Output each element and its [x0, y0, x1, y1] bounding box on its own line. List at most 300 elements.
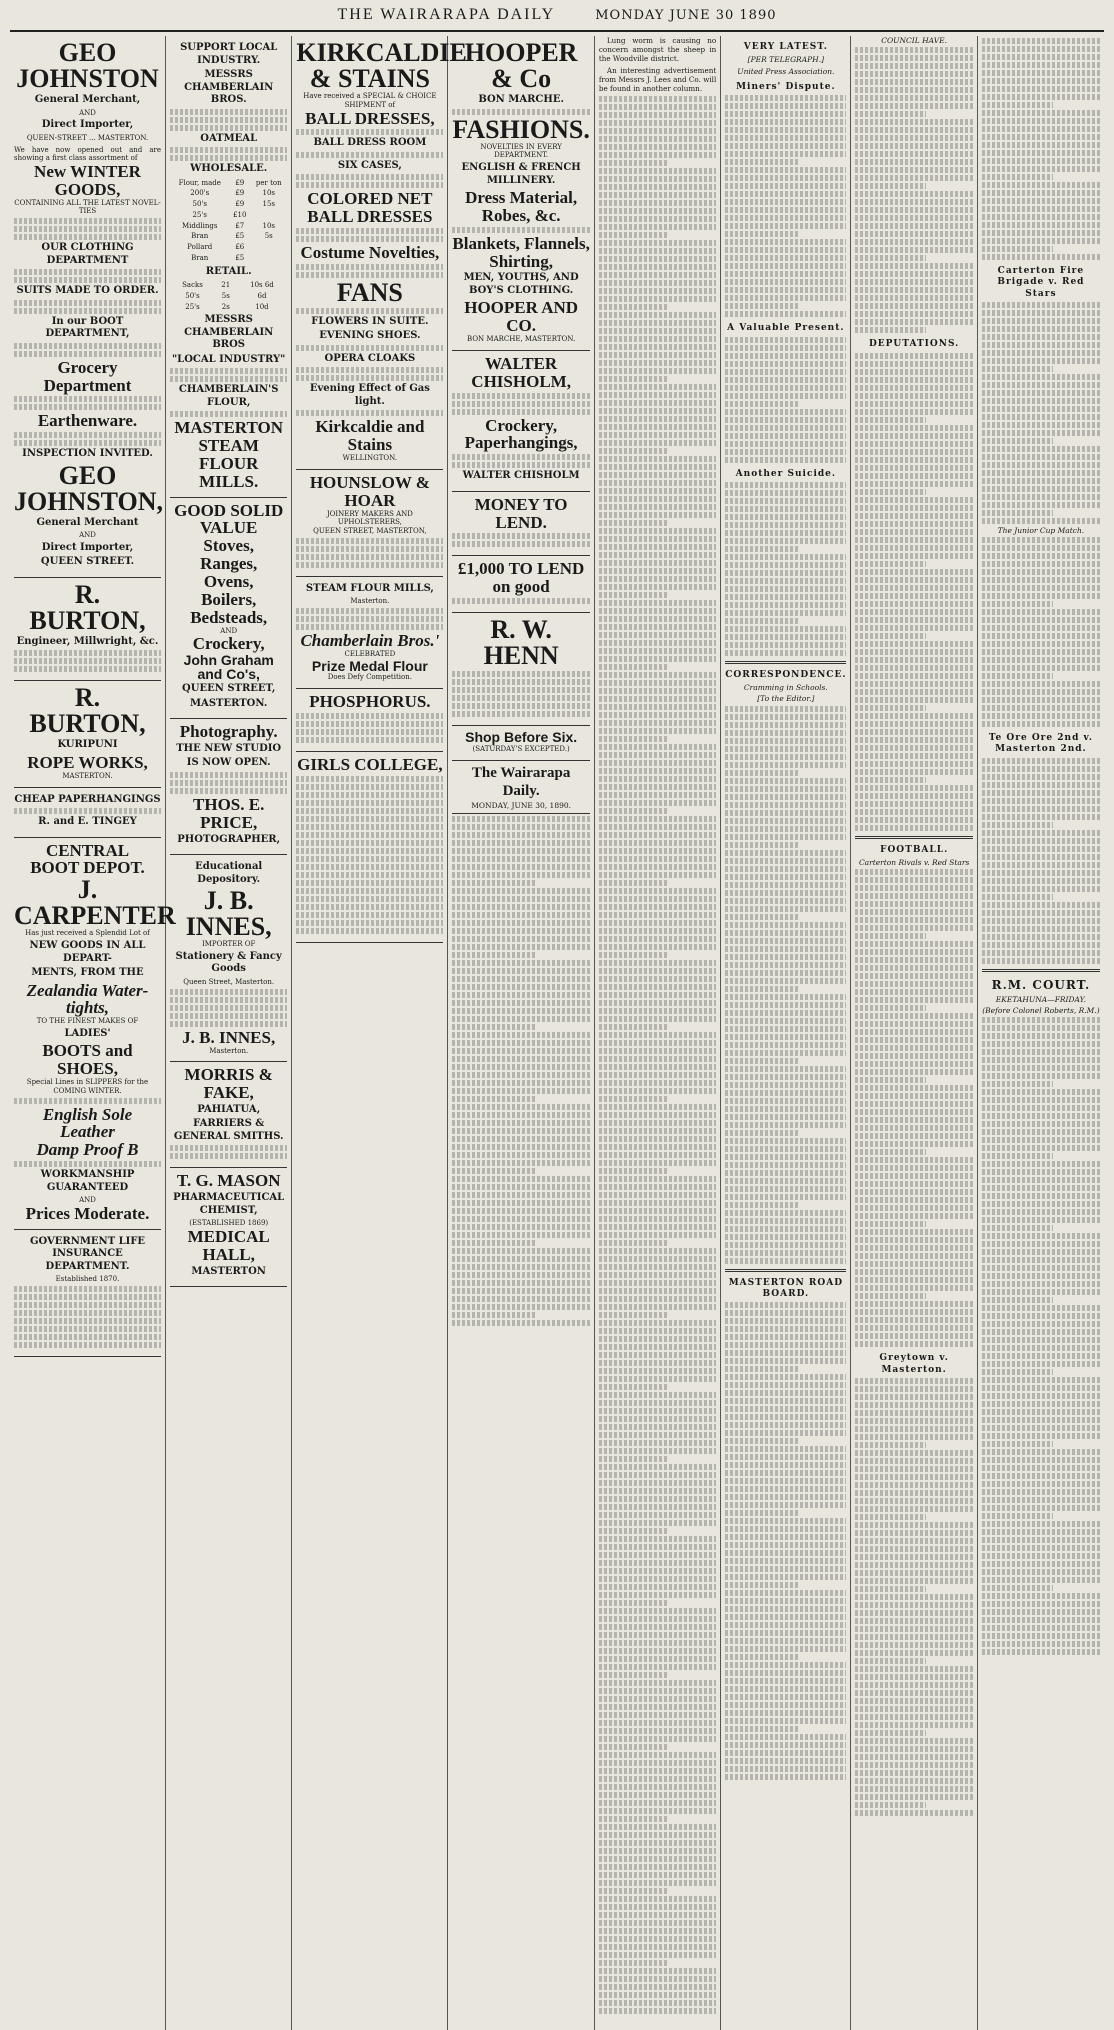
text-line	[855, 1578, 972, 1584]
text-line	[982, 78, 1100, 84]
text-line	[725, 1694, 846, 1700]
text-line	[725, 1258, 846, 1264]
text-line	[982, 446, 1100, 452]
text-line	[855, 1173, 972, 1179]
text-line	[725, 1678, 846, 1684]
text-line	[982, 806, 1100, 812]
text-line	[855, 761, 972, 767]
text-line	[725, 1058, 798, 1064]
text-line	[725, 1574, 846, 1580]
text-line	[855, 457, 972, 463]
text-line	[982, 862, 1100, 868]
text-line	[855, 417, 925, 423]
text-line	[599, 1936, 716, 1942]
text-line	[725, 1342, 846, 1348]
text-line	[982, 190, 1100, 196]
text-line	[982, 1257, 1100, 1263]
text-line	[599, 864, 716, 870]
text-line	[452, 912, 590, 918]
text-line	[982, 1497, 1100, 1503]
price-table	[170, 178, 287, 264]
text-line	[725, 1302, 846, 1308]
advert-line: AND	[79, 531, 96, 540]
text-line	[982, 1409, 1100, 1415]
text-line	[599, 1080, 716, 1086]
column-8	[978, 36, 1104, 2030]
text-line	[599, 1648, 716, 1654]
text-line	[725, 930, 846, 936]
text-line	[855, 1402, 972, 1408]
text-line	[982, 1641, 1100, 1647]
text-line	[599, 904, 716, 910]
column-7	[851, 36, 977, 2030]
text-line	[982, 721, 1100, 727]
text-line	[599, 152, 716, 158]
text-line	[982, 438, 1053, 444]
text-line	[599, 1704, 716, 1710]
advert-girls-college	[296, 752, 443, 943]
text-line	[599, 1896, 716, 1902]
advert-line: Masterton.	[209, 1046, 249, 1055]
text-line	[982, 1353, 1100, 1359]
text-line	[725, 1130, 798, 1136]
text-line	[599, 1048, 716, 1054]
text-line	[855, 561, 925, 567]
advert-carpenter	[14, 838, 176, 1230]
advert-line: SIX CASES,	[337, 159, 402, 171]
text-line	[855, 119, 972, 125]
text-line	[855, 1418, 972, 1424]
text-line	[725, 1478, 846, 1484]
text-line	[725, 287, 846, 293]
text-line	[452, 1072, 590, 1078]
advert-line: QUEEN STREET, MASTERTON,	[313, 527, 427, 535]
advert-chamberlain	[170, 36, 287, 498]
text-line	[725, 1550, 846, 1556]
advert-line: MASTERTON	[191, 1265, 266, 1277]
text-line	[725, 361, 846, 367]
advert-title: GEO JOHNSTON,	[14, 460, 164, 516]
text-line	[725, 95, 846, 101]
text-line	[725, 385, 846, 391]
text-line	[725, 1774, 846, 1780]
text-line	[855, 1261, 972, 1267]
text-line	[855, 825, 972, 831]
text-line	[725, 295, 846, 301]
text-line	[725, 1250, 846, 1256]
text-line	[725, 706, 846, 712]
advert-line: JOINERY MAKERS AND UPHOLSTERERS,	[326, 509, 413, 527]
text-line	[725, 530, 846, 536]
text-line	[855, 1482, 972, 1488]
advert-burton	[14, 578, 161, 682]
text-line	[855, 1450, 972, 1456]
text-line	[725, 514, 846, 520]
text-line	[982, 838, 1100, 844]
text-line	[599, 392, 716, 398]
text-line	[982, 494, 1100, 500]
text-line	[725, 1366, 798, 1372]
advert-line: WHOLESALE.	[190, 163, 268, 174]
text-line	[982, 950, 1100, 956]
text-line	[982, 1465, 1100, 1471]
advert-line: WELLINGTON.	[342, 454, 398, 463]
text-line	[452, 1168, 535, 1174]
text-line	[599, 120, 716, 126]
text-line	[982, 822, 1053, 828]
text-line	[855, 1674, 972, 1680]
text-line	[855, 207, 972, 213]
text-line	[855, 777, 925, 783]
text-line	[725, 167, 846, 173]
text-line	[725, 786, 846, 792]
text-line	[982, 1209, 1100, 1215]
text-line	[725, 409, 846, 415]
text-line	[599, 704, 716, 710]
advert-title: KIRKCALDIE & STAINS	[296, 38, 467, 93]
text-line	[855, 1061, 972, 1067]
text-line	[725, 311, 846, 317]
text-line	[599, 920, 716, 926]
text-line	[599, 1112, 716, 1118]
advert-title: R. BURTON,	[29, 683, 146, 739]
text-line	[599, 208, 716, 214]
text-line	[982, 1241, 1100, 1247]
text-line	[855, 1133, 972, 1139]
text-line	[599, 480, 716, 486]
text-line	[599, 1664, 716, 1670]
text-line	[725, 1026, 846, 1032]
text-line	[599, 1912, 716, 1918]
advert-line: MESSRS CHAMBERLAIN BROS.	[184, 69, 274, 105]
text-line	[725, 1382, 846, 1388]
text-line	[982, 958, 1100, 964]
advert-line: CHEAP PAPERHANGINGS	[14, 793, 161, 805]
advert-line: Grocery Department	[43, 357, 132, 395]
text-line	[855, 385, 972, 391]
advert-johnston	[14, 36, 164, 578]
text-line	[725, 490, 846, 496]
text-line	[599, 144, 716, 150]
text-line	[599, 1576, 716, 1582]
section-subhead: EKETAHUNA—FRIDAY.	[995, 994, 1087, 1004]
text-line	[725, 1042, 846, 1048]
masthead	[10, 0, 1104, 32]
text-line	[855, 441, 972, 447]
text-line	[725, 279, 846, 285]
text-line	[855, 111, 925, 117]
text-line	[599, 1264, 716, 1270]
text-line	[725, 842, 798, 848]
text-line	[725, 1398, 846, 1404]
text-line	[855, 1069, 972, 1075]
text-line	[855, 1770, 972, 1776]
text-line	[599, 376, 669, 382]
text-line	[855, 1514, 925, 1520]
advert-line: Special Lines in SLIPPERS for the COMING WINTER.	[26, 1078, 149, 1095]
section-heading: MASTERTON ROAD BOARD.	[728, 1277, 844, 1299]
advert-line: Zealandia Water-	[26, 980, 149, 1000]
section-subhead: [PER TELEGRAPH.]	[747, 55, 825, 65]
text-line	[982, 1593, 1100, 1599]
text-line	[599, 1784, 716, 1790]
text-line	[982, 774, 1100, 780]
editorial-masthead	[452, 761, 590, 815]
section-heading: R.M. COURT.	[991, 977, 1091, 992]
text-line	[855, 425, 972, 431]
advert-line: NOVELTIES IN EVERY DEPARTMENT.	[480, 142, 562, 160]
text-line	[855, 377, 972, 383]
text-line	[982, 318, 1100, 324]
text-line	[599, 232, 669, 238]
text-line	[855, 1213, 972, 1219]
text-line	[599, 1944, 716, 1950]
text-line	[599, 296, 716, 302]
text-line	[599, 760, 716, 766]
advert-phosphorus	[296, 689, 443, 752]
text-line	[982, 374, 1100, 380]
text-line	[725, 1638, 846, 1644]
text-line	[855, 401, 972, 407]
text-line	[855, 1746, 972, 1752]
text-line	[725, 1218, 846, 1224]
text-line	[855, 593, 972, 599]
text-line	[725, 1486, 846, 1492]
text-line	[599, 1384, 669, 1390]
advert-line: Direct Importer,	[41, 119, 134, 131]
text-line	[599, 592, 669, 598]
text-line	[599, 912, 716, 918]
text-line	[599, 896, 716, 902]
text-line	[982, 1097, 1100, 1103]
text-line	[599, 1616, 716, 1622]
section-subhead: The Junior Cup Match.	[997, 525, 1085, 535]
text-line	[855, 965, 972, 971]
text-line	[982, 502, 1100, 508]
text-line	[452, 1192, 590, 1198]
advert-steam-mills	[296, 577, 443, 689]
text-line	[725, 954, 846, 960]
text-line	[982, 569, 1100, 575]
text-line	[725, 1074, 846, 1080]
text-line	[982, 878, 1100, 884]
text-line	[855, 1053, 972, 1059]
text-line	[982, 798, 1100, 804]
text-line	[725, 175, 846, 181]
text-line	[725, 441, 846, 447]
text-line	[855, 1586, 925, 1592]
text-line	[599, 824, 716, 830]
text-line	[599, 632, 716, 638]
text-line	[855, 1698, 972, 1704]
text-line	[452, 1080, 590, 1086]
text-line	[725, 1558, 846, 1564]
text-line	[599, 136, 716, 142]
text-line	[599, 1632, 716, 1638]
text-line	[855, 449, 972, 455]
text-line	[855, 1554, 972, 1560]
text-line	[725, 1718, 846, 1724]
price-row: Sacks 21 10s 6d	[182, 281, 274, 289]
text-line	[855, 909, 972, 915]
price-row: 200's £9 10s	[190, 189, 275, 198]
text-line	[855, 127, 972, 133]
text-line	[982, 1585, 1053, 1591]
text-line	[982, 713, 1100, 719]
price-row: 25's £10	[192, 210, 247, 219]
text-line	[599, 1104, 716, 1110]
advert-line: Damp Proof B	[36, 1140, 139, 1160]
text-line	[599, 1144, 716, 1150]
text-line	[599, 552, 716, 558]
text-line	[599, 880, 669, 886]
text-line	[452, 1056, 590, 1062]
text-line	[599, 272, 716, 278]
text-line	[599, 1472, 716, 1478]
text-line	[855, 713, 972, 719]
text-line	[855, 1546, 972, 1552]
text-line	[855, 1754, 972, 1760]
text-line	[725, 1114, 846, 1120]
text-line	[982, 870, 1100, 876]
text-line	[725, 538, 846, 544]
text-line	[599, 1464, 716, 1470]
text-line	[599, 1296, 716, 1302]
text-line	[452, 1112, 590, 1118]
advert-henn	[452, 613, 590, 726]
advert-line: FLOWERS IN SUITE.	[311, 315, 429, 327]
text-line	[599, 1736, 716, 1742]
text-line	[599, 1592, 716, 1598]
text-line	[725, 239, 846, 245]
text-line	[725, 223, 846, 229]
text-line	[725, 1358, 846, 1364]
advert-title: GIRLS COLLEGE,	[297, 754, 443, 774]
advert-line: General Merchant	[36, 516, 139, 528]
text-line	[725, 762, 846, 768]
text-line	[855, 1229, 972, 1235]
newspaper-title: THE WAIRARAPA DAILY	[337, 6, 556, 23]
text-line	[982, 510, 1053, 516]
text-line	[982, 894, 1053, 900]
text-line	[982, 1649, 1100, 1655]
text-line	[452, 1032, 590, 1038]
advert-line: General Merchant,	[34, 94, 141, 105]
text-line	[982, 382, 1100, 388]
text-line	[982, 1529, 1100, 1535]
text-line	[855, 1626, 972, 1632]
text-line	[599, 312, 716, 318]
text-line	[855, 1730, 925, 1736]
advert-title: J. CARPENTER	[14, 875, 176, 931]
text-line	[855, 1341, 972, 1347]
advert-line: Educational Depository.	[195, 861, 263, 885]
text-line	[725, 970, 846, 976]
advert-line: In our BOOT DEPARTMENT,	[45, 315, 130, 340]
text-line	[855, 1522, 972, 1528]
text-line	[599, 976, 716, 982]
text-line	[599, 928, 716, 934]
text-line	[982, 1393, 1100, 1399]
text-line	[982, 561, 1100, 567]
text-line	[599, 576, 716, 582]
text-line	[855, 143, 972, 149]
text-line	[599, 688, 716, 694]
text-line	[982, 553, 1100, 559]
text-line	[599, 408, 716, 414]
text-line	[452, 896, 590, 902]
text-line	[599, 1688, 716, 1694]
text-line	[599, 1848, 716, 1854]
text-line	[982, 1401, 1100, 1407]
text-line	[982, 206, 1100, 212]
advert-title: HOUNSLOW & HOAR	[309, 472, 430, 510]
text-line	[599, 1968, 716, 1974]
text-line	[452, 1320, 590, 1326]
advert-line: Blankets, Flannels, Shirting,	[452, 233, 590, 271]
text-line	[599, 224, 716, 230]
text-line	[855, 745, 972, 751]
text-line	[982, 1441, 1053, 1447]
text-line	[452, 1224, 590, 1230]
text-line	[725, 946, 846, 952]
text-line	[599, 168, 716, 174]
advert-line: PHARMACEUTICAL CHEMIST,	[173, 1192, 285, 1216]
advert-title: THOS. E. PRICE,	[193, 794, 265, 832]
text-line	[599, 872, 716, 878]
text-line	[855, 1013, 972, 1019]
text-line	[982, 633, 1100, 639]
advert-title: WALTER CHISHOLM,	[471, 353, 571, 391]
text-line	[452, 1288, 590, 1294]
text-line	[855, 1253, 972, 1259]
text-line	[855, 1642, 972, 1648]
text-line	[452, 1160, 590, 1166]
text-line	[599, 344, 716, 350]
text-line	[599, 1752, 716, 1758]
text-line	[599, 360, 716, 366]
advert-line: IMPORTER OF	[201, 940, 256, 949]
text-line	[452, 1136, 590, 1142]
text-line	[855, 657, 972, 663]
text-line	[725, 906, 846, 912]
text-line	[599, 1392, 716, 1398]
text-line	[855, 609, 972, 615]
text-line	[855, 617, 972, 623]
text-line	[599, 1992, 716, 1998]
text-line	[982, 1481, 1100, 1487]
text-line	[725, 215, 846, 221]
text-line	[855, 1165, 972, 1171]
text-line	[855, 917, 972, 923]
text-line	[855, 1714, 972, 1720]
text-line	[725, 207, 846, 213]
text-line	[725, 119, 846, 125]
text-line	[855, 1325, 972, 1331]
text-line	[599, 528, 716, 534]
text-line	[855, 167, 972, 173]
advert-line: Has just received a Splendid Lot of	[25, 929, 150, 938]
text-line	[855, 1442, 925, 1448]
text-line	[855, 1722, 972, 1728]
text-line	[725, 337, 846, 343]
text-line	[855, 721, 972, 727]
text-line	[855, 103, 972, 109]
column-1	[10, 36, 176, 2030]
text-line	[725, 890, 846, 896]
text-line	[982, 326, 1100, 332]
text-line	[725, 586, 846, 592]
